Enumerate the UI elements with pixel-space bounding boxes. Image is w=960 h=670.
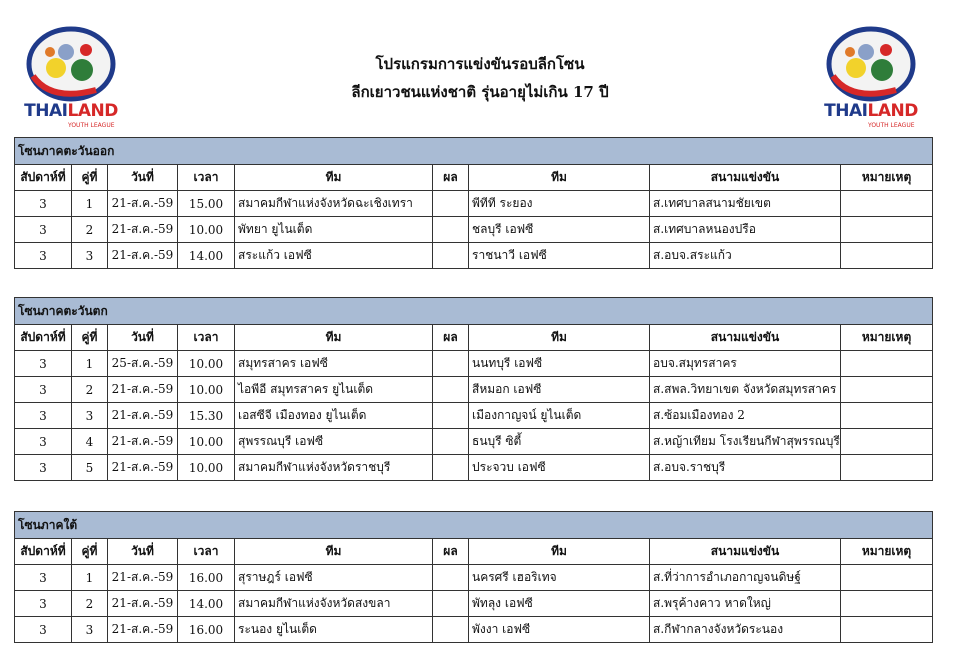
column-header-result: ผล: [433, 165, 469, 191]
column-header-venue: สนามแข่งขัน: [650, 165, 841, 191]
cell-remarks: [841, 377, 933, 403]
cell-home-team: ระนอง ยูไนเต็ด: [235, 617, 433, 643]
cell-away-team: พังงา เอฟซี: [469, 617, 650, 643]
zone-title: โซนภาคตะวันออก: [15, 138, 933, 165]
column-header-row: [15, 325, 933, 351]
cell-venue: ส.สพล.วิทยาเขต จังหวัดสมุทรสาคร: [650, 377, 841, 403]
cell-venue: ส.ที่ว่าการอำเภอกาญจนดิษฐ์: [650, 565, 841, 591]
cell-match: 2: [72, 591, 108, 617]
column-header-remarks: หมายเหตุ: [841, 165, 933, 191]
cell-home-team: สมาคมกีฬาแห่งจังหวัดสงขลา: [235, 591, 433, 617]
zone-header-row: [15, 138, 933, 165]
column-header-remarks: หมายเหตุ: [841, 325, 933, 351]
cell-week: 3: [15, 429, 72, 455]
table-row: [15, 429, 933, 455]
cell-match: 3: [72, 617, 108, 643]
cell-away-team: พีทีที ระยอง: [469, 191, 650, 217]
cell-result: [433, 191, 469, 217]
cell-result: [433, 455, 469, 481]
cell-venue: ส.เทศบาลสนามชัยเขต: [650, 191, 841, 217]
cell-remarks: [841, 191, 933, 217]
cell-away-team: ราชนาวี เอฟซี: [469, 243, 650, 269]
cell-result: [433, 403, 469, 429]
logo-wordmark: THAILAND: [24, 101, 118, 121]
cell-week: 3: [15, 217, 72, 243]
column-header-time: เวลา: [178, 539, 235, 565]
cell-match: 1: [72, 191, 108, 217]
cell-week: 3: [15, 617, 72, 643]
cell-time: 10.00: [178, 377, 235, 403]
zone-table: [14, 511, 933, 643]
zone-title: โซนภาคใต้: [15, 512, 933, 539]
column-header-remarks: หมายเหตุ: [841, 539, 933, 565]
logo-wordmark: THAILAND: [824, 101, 918, 121]
cell-home-team: ไอพีอี สมุทรสาคร ยูไนเต็ด: [235, 377, 433, 403]
cell-home-team: สุพรรณบุรี เอฟซี: [235, 429, 433, 455]
table-row: [15, 403, 933, 429]
cell-away-team: นครศรี เฮอริเทจ: [469, 565, 650, 591]
cell-match: 5: [72, 455, 108, 481]
cell-away-team: สีหมอก เอฟซี: [469, 377, 650, 403]
column-header-away-team: ทีม: [469, 539, 650, 565]
cell-venue: อบจ.สมุทรสาคร: [650, 351, 841, 377]
column-header-home-team: ทีม: [235, 325, 433, 351]
cell-match: 2: [72, 377, 108, 403]
table-row: [15, 565, 933, 591]
cell-remarks: [841, 429, 933, 455]
cell-result: [433, 351, 469, 377]
column-header-venue: สนามแข่งขัน: [650, 539, 841, 565]
column-header-week: สัปดาห์ที่: [15, 539, 72, 565]
cell-time: 16.00: [178, 617, 235, 643]
column-header-home-team: ทีม: [235, 165, 433, 191]
cell-venue: ส.ซ้อมเมืองทอง 2: [650, 403, 841, 429]
cell-date: 21-ส.ค.-59: [108, 403, 178, 429]
cell-time: 14.00: [178, 591, 235, 617]
table-row: [15, 617, 933, 643]
cell-venue: ส.อบจ.ราชบุรี: [650, 455, 841, 481]
cell-venue: ส.กีฬากลางจังหวัดระนอง: [650, 617, 841, 643]
cell-home-team: พัทยา ยูไนเต็ด: [235, 217, 433, 243]
cell-result: [433, 243, 469, 269]
cell-home-team: สมุทรสาคร เอฟซี: [235, 351, 433, 377]
column-header-match: คู่ที่: [72, 165, 108, 191]
cell-away-team: นนทบุรี เอฟซี: [469, 351, 650, 377]
cell-date: 21-ส.ค.-59: [108, 565, 178, 591]
column-header-date: วันที่: [108, 165, 178, 191]
cell-away-team: ชลบุรี เอฟซี: [469, 217, 650, 243]
column-header-away-team: ทีม: [469, 165, 650, 191]
cell-date: 21-ส.ค.-59: [108, 429, 178, 455]
column-header-result: ผล: [433, 539, 469, 565]
cell-week: 3: [15, 565, 72, 591]
cell-venue: ส.พรุค้างคาว หาดใหญ่: [650, 591, 841, 617]
zone-table: [14, 297, 933, 481]
column-header-row: [15, 539, 933, 565]
cell-result: [433, 565, 469, 591]
cell-home-team: เอสซีจี เมืองทอง ยูไนเต็ด: [235, 403, 433, 429]
logo-subtitle: YOUTH LEAGUE: [68, 122, 115, 129]
cell-remarks: [841, 351, 933, 377]
cell-result: [433, 429, 469, 455]
column-header-match: คู่ที่: [72, 539, 108, 565]
cell-away-team: เมืองกาญจน์ ยูไนเต็ด: [469, 403, 650, 429]
cell-week: 3: [15, 377, 72, 403]
cell-date: 25-ส.ค.-59: [108, 351, 178, 377]
table-row: [15, 377, 933, 403]
cell-result: [433, 377, 469, 403]
cell-time: 10.00: [178, 455, 235, 481]
cell-result: [433, 591, 469, 617]
cell-date: 21-ส.ค.-59: [108, 243, 178, 269]
cell-remarks: [841, 217, 933, 243]
table-row: [15, 191, 933, 217]
cell-result: [433, 617, 469, 643]
cell-week: 3: [15, 455, 72, 481]
column-header-time: เวลา: [178, 165, 235, 191]
cell-remarks: [841, 243, 933, 269]
cell-week: 3: [15, 591, 72, 617]
cell-time: 16.00: [178, 565, 235, 591]
table-row: [15, 591, 933, 617]
cell-date: 21-ส.ค.-59: [108, 591, 178, 617]
cell-remarks: [841, 617, 933, 643]
cell-week: 3: [15, 191, 72, 217]
cell-time: 15.30: [178, 403, 235, 429]
page-subtitle: ลีกเยาวชนแห่งชาติ รุ่นอายุไม่เกิน 17 ปี: [351, 83, 609, 101]
cell-date: 21-ส.ค.-59: [108, 191, 178, 217]
cell-time: 15.00: [178, 191, 235, 217]
column-header-venue: สนามแข่งขัน: [650, 325, 841, 351]
cell-away-team: พัทลุง เอฟซี: [469, 591, 650, 617]
cell-match: 3: [72, 403, 108, 429]
cell-week: 3: [15, 351, 72, 377]
cell-venue: ส.หญ้าเทียม โรงเรียนกีฬาสุพรรณบุรี: [650, 429, 841, 455]
column-header-result: ผล: [433, 325, 469, 351]
cell-match: 1: [72, 565, 108, 591]
zone-header-row: [15, 512, 933, 539]
cell-week: 3: [15, 403, 72, 429]
zone-title: โซนภาคตะวันตก: [15, 298, 933, 325]
cell-match: 3: [72, 243, 108, 269]
logo-subtitle: YOUTH LEAGUE: [868, 122, 915, 129]
cell-remarks: [841, 591, 933, 617]
cell-home-team: สุราษฎร์ เอฟซี: [235, 565, 433, 591]
cell-away-team: ธนบุรี ซิตี้: [469, 429, 650, 455]
cell-date: 21-ส.ค.-59: [108, 377, 178, 403]
page-title: โปรแกรมการแข่งขันรอบลีกโซน: [375, 55, 585, 73]
cell-time: 14.00: [178, 243, 235, 269]
column-header-away-team: ทีม: [469, 325, 650, 351]
cell-date: 21-ส.ค.-59: [108, 455, 178, 481]
cell-result: [433, 217, 469, 243]
table-row: [15, 217, 933, 243]
cell-match: 2: [72, 217, 108, 243]
column-header-home-team: ทีม: [235, 539, 433, 565]
cell-remarks: [841, 403, 933, 429]
cell-time: 10.00: [178, 217, 235, 243]
cell-venue: ส.อบจ.สระแก้ว: [650, 243, 841, 269]
zone-table: [14, 137, 933, 269]
cell-venue: ส.เทศบาลหนองปรือ: [650, 217, 841, 243]
zone-header-row: [15, 298, 933, 325]
cell-remarks: [841, 565, 933, 591]
cell-match: 1: [72, 351, 108, 377]
column-header-week: สัปดาห์ที่: [15, 165, 72, 191]
cell-home-team: สมาคมกีฬาแห่งจังหวัดฉะเชิงเทรา: [235, 191, 433, 217]
cell-week: 3: [15, 243, 72, 269]
table-row: [15, 351, 933, 377]
column-header-row: [15, 165, 933, 191]
cell-home-team: สมาคมกีฬาแห่งจังหวัดราชบุรี: [235, 455, 433, 481]
cell-time: 10.00: [178, 351, 235, 377]
cell-date: 21-ส.ค.-59: [108, 217, 178, 243]
cell-home-team: สระแก้ว เอฟซี: [235, 243, 433, 269]
cell-away-team: ประจวบ เอฟซี: [469, 455, 650, 481]
cell-match: 4: [72, 429, 108, 455]
table-row: [15, 455, 933, 481]
column-header-date: วันที่: [108, 325, 178, 351]
table-row: [15, 243, 933, 269]
cell-remarks: [841, 455, 933, 481]
cell-date: 21-ส.ค.-59: [108, 617, 178, 643]
column-header-date: วันที่: [108, 539, 178, 565]
cell-time: 10.00: [178, 429, 235, 455]
column-header-match: คู่ที่: [72, 325, 108, 351]
column-header-week: สัปดาห์ที่: [15, 325, 72, 351]
column-header-time: เวลา: [178, 325, 235, 351]
